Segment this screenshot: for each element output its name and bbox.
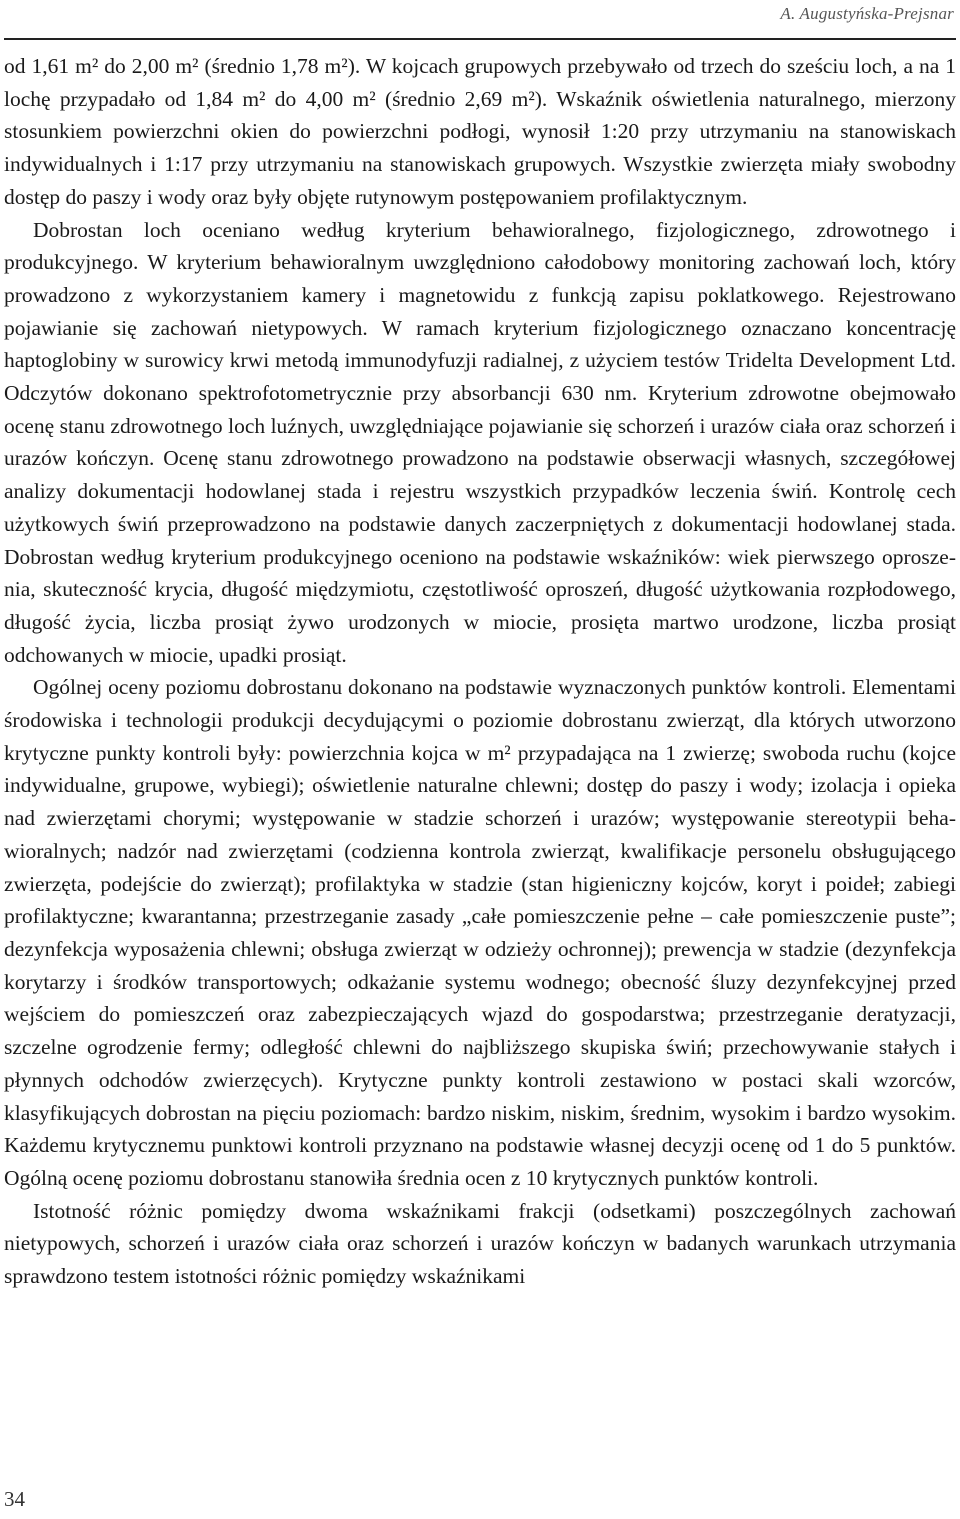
paragraph-1: od 1,61 m² do 2,00 m² (średnio 1,78 m²). W kojcach grupowych przebywało od trzech do sześciu loch, a na 1 lochę przypadało od 1,84 m² do 4,00 m² (średnio 2,69 m²). Wskaźnik oświetlenia naturalnego, mierzony stosunkiem powierzchni okien do powierzchni podłogi, wynosił 1:20 przy utrzymaniu na stanowiskach indywidualnych i 1:17 przy utrzymaniu na stanowiskach grupowych. Wszystkie zwierzęta miały swobodny dostęp do paszy i wody oraz były objęte rutynowym postępowaniem profilaktycznym.: [4, 54, 956, 209]
paragraph-2: Dobrostan loch oceniano według kryterium behawioralnego, fizjologicznego, zdrowotnego i produkcyjnego. W kryterium behawioralnym uwzględniono całodobowy monitoring zachowań loch, który prowadzono z wykorzystaniem kamery i magnetowidu z funkcją zapisu poklatkowego. Rejestrowano pojawianie się zachowań nietypowych. W ramach kryterium fizjologicznego oznaczano koncentrację haptoglobiny w surowicy krwi metodą immunodyfuzji radialnej, z użyciem testów Tridelta Development Ltd. Odczytów dokonano spektrofotometrycznie przy absorbancji 630 nm. Kryterium zdrowotne obejmowało ocenę stanu zdrowotnego loch luźnych, uwzględniające pojawianie się schorzeń i urazów ciała oraz schorzeń i urazów kończyn. Ocenę stanu zdrowotnego prowadzono na podstawie obserwacji własnych, szczegółowej analizy dokumentacji hodowlanej stada i rejestru wszystkich przypadków leczenia świń. Kontrolę cech użytkowych świń przeprowadzono na podstawie danych zaczerpniętych z dokumentacji hodowlanej stada. Dobrostan według kryterium produkcyjnego oceniono na podstawie wskaźników: wiek pierwszego oproszenia, skuteczność krycia, długość międzymiotu, częstotliwość oproszeń, długość użytkowania rozpłodowego, długość życia, liczba prosiąt żywo urodzonych w miocie, prosięta martwo urodzone, liczba prosiąt odchowanych w miocie, upadki prosiąt.: [4, 217, 956, 667]
header-rule: [4, 38, 956, 40]
paragraph-3: Ogólnej oceny poziomu dobrostanu dokonano na podstawie wyznaczonych punktów kontroli. Elementami środowiska i technologii produkcji decydującymi o poziomie dobrostanu zwierząt, dla których utworzono krytyczne punkty kontroli były: powierzchnia kojca w m² przypadająca na 1 zwierzę; swoboda ruchu (kojce indywidualne, grupowe, wybiegi); oświetlenie naturalne chlewni; dostęp do paszy i wody; izolacja i opieka nad zwierzętami chorymi; występowanie w stadzie schorzeń i urazów; występowanie stereotypii behawioralnych; nadzór nad zwierzętami (codzienna kontrola zwierząt, kwalifikacje personelu obsługującego zwierzęta, podejście do zwierząt); profilaktyka w stadzie (stan higieniczny kojców, koryt i poideł; zabiegi profilaktyczne; kwarantanna; przestrzeganie zasady „całe pomieszczenie pełne – całe pomieszczenie puste”; dezynfekcja wyposażenia chlewni; obsługa zwierząt w odzieży ochronnej); prewencja w stadzie (dezynfekcja korytarzy i środków transportowych; odkażanie systemu wodnego; obecność śluzy dezynfekcyjnej przed wejściem do pomieszczeń oraz zabezpieczających wjazd do gospodarstwa; przestrzeganie deratyzacji, szczelne ogrodzenie fermy; odległość chlewni do najbliższego skupiska świń; przechowywanie stałych i płynnych odchodów zwierzęcych). Krytyczne punkty kontroli zestawiono w postaci skali wzorców, klasyfikujących dobrostan na pięciu poziomach: bardzo niskim, niskim, średnim, wysokim i bardzo wysokim. Każdemu krytycznemu punktowi kontroli przyznano na podstawie własnej decyzji ocenę od 1 do 5 punktów. Ogólną ocenę poziomu dobrostanu stanowiła średnia ocen z 10 krytycznych punktów kontroli.: [4, 675, 956, 1190]
page-number: 34: [4, 1487, 25, 1511]
running-header-author: A. Augustyńska-Prejsnar: [780, 4, 954, 23]
paragraph-4: Istotność różnic pomiędzy dwoma wskaźnikami frakcji (odsetkami) poszczególnych zachowań nietypowych, schorzeń i urazów ciała oraz schorzeń i urazów kończyn w badanych warunkach utrzymania sprawdzono testem istotności różnic pomiędzy wskaźnikami: [4, 1198, 956, 1289]
body-text: [4, 50, 956, 1293]
